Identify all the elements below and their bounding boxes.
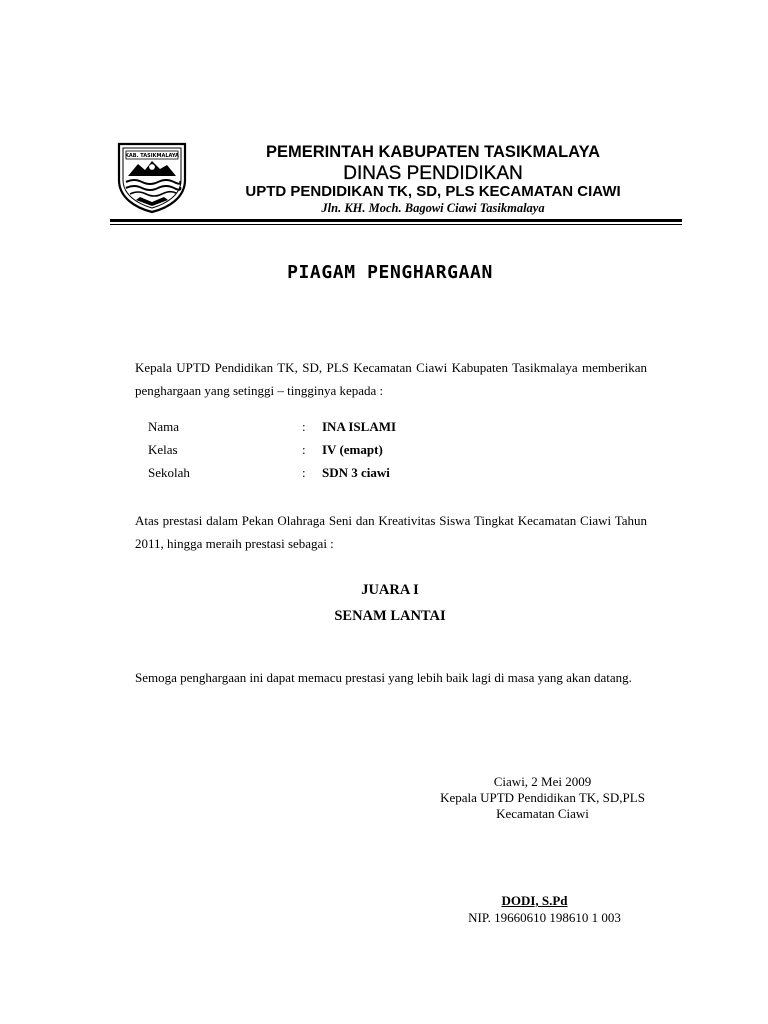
name-label: Nama (148, 419, 180, 434)
recipient-name-row (148, 416, 598, 438)
award-category: SENAM LANTAI (334, 608, 446, 624)
school-value: SDN 3 ciawi (322, 465, 390, 480)
emblem-ribbon-text: KAB. TASIKMALAYA (125, 153, 179, 159)
school-colon: : (302, 465, 306, 480)
letterhead-department: DINAS PENDIDIKAN (343, 163, 523, 184)
class-value: IV (emapt) (322, 442, 383, 457)
signatory-name: DODI, S.Pd (501, 893, 568, 908)
recipient-school-row (148, 462, 598, 484)
class-label: Kelas (148, 442, 178, 457)
letterhead-divider-thick (110, 219, 682, 222)
signature-place-date: Ciawi, 2 Mei 2009 (493, 774, 592, 789)
letterhead-office: UPTD PENDIDIKAN TK, SD, PLS KECAMATAN CIAWI (245, 183, 621, 200)
name-colon: : (302, 419, 306, 434)
letterhead-address: Jln. KH. Moch. Bagowi Ciawi Tasikmalaya (321, 201, 545, 215)
signature-area: Kecamatan Ciawi (496, 806, 589, 821)
certificate-title: PIAGAM PENGHARGAAN (287, 262, 493, 283)
achievement-paragraph: Atas prestasi dalam Pekan Olahraga Seni dan Kreativitas Siswa Tingkat Kecamatan Ciawi Tahun 2011, hingga meraih prestasi sebagai : (135, 513, 647, 551)
signatory-nip: NIP. 19660610 198610 1 003 (468, 910, 621, 925)
regency-emblem-logo (114, 140, 190, 214)
award-rank: JUARA I (361, 582, 419, 598)
signature-position: Kepala UPTD Pendidikan TK, SD,PLS (440, 790, 645, 805)
name-value: INA ISLAMI (322, 419, 397, 434)
letterhead-divider-thin (110, 224, 682, 225)
letterhead-government: PEMERINTAH KABUPATEN TASIKMALAYA (266, 143, 600, 161)
recipient-class-row (148, 439, 598, 461)
class-colon: : (302, 442, 306, 457)
school-label: Sekolah (148, 465, 190, 480)
intro-paragraph: Kepala UPTD Pendidikan TK, SD, PLS Kecamatan Ciawi Kabupaten Tasikmalaya memberikan penghargaan yang setinggi – tingginya kepada : (135, 360, 647, 398)
closing-paragraph: Semoga penghargaan ini dapat memacu prestasi yang lebih baik lagi di masa yang akan datang. (135, 670, 632, 685)
